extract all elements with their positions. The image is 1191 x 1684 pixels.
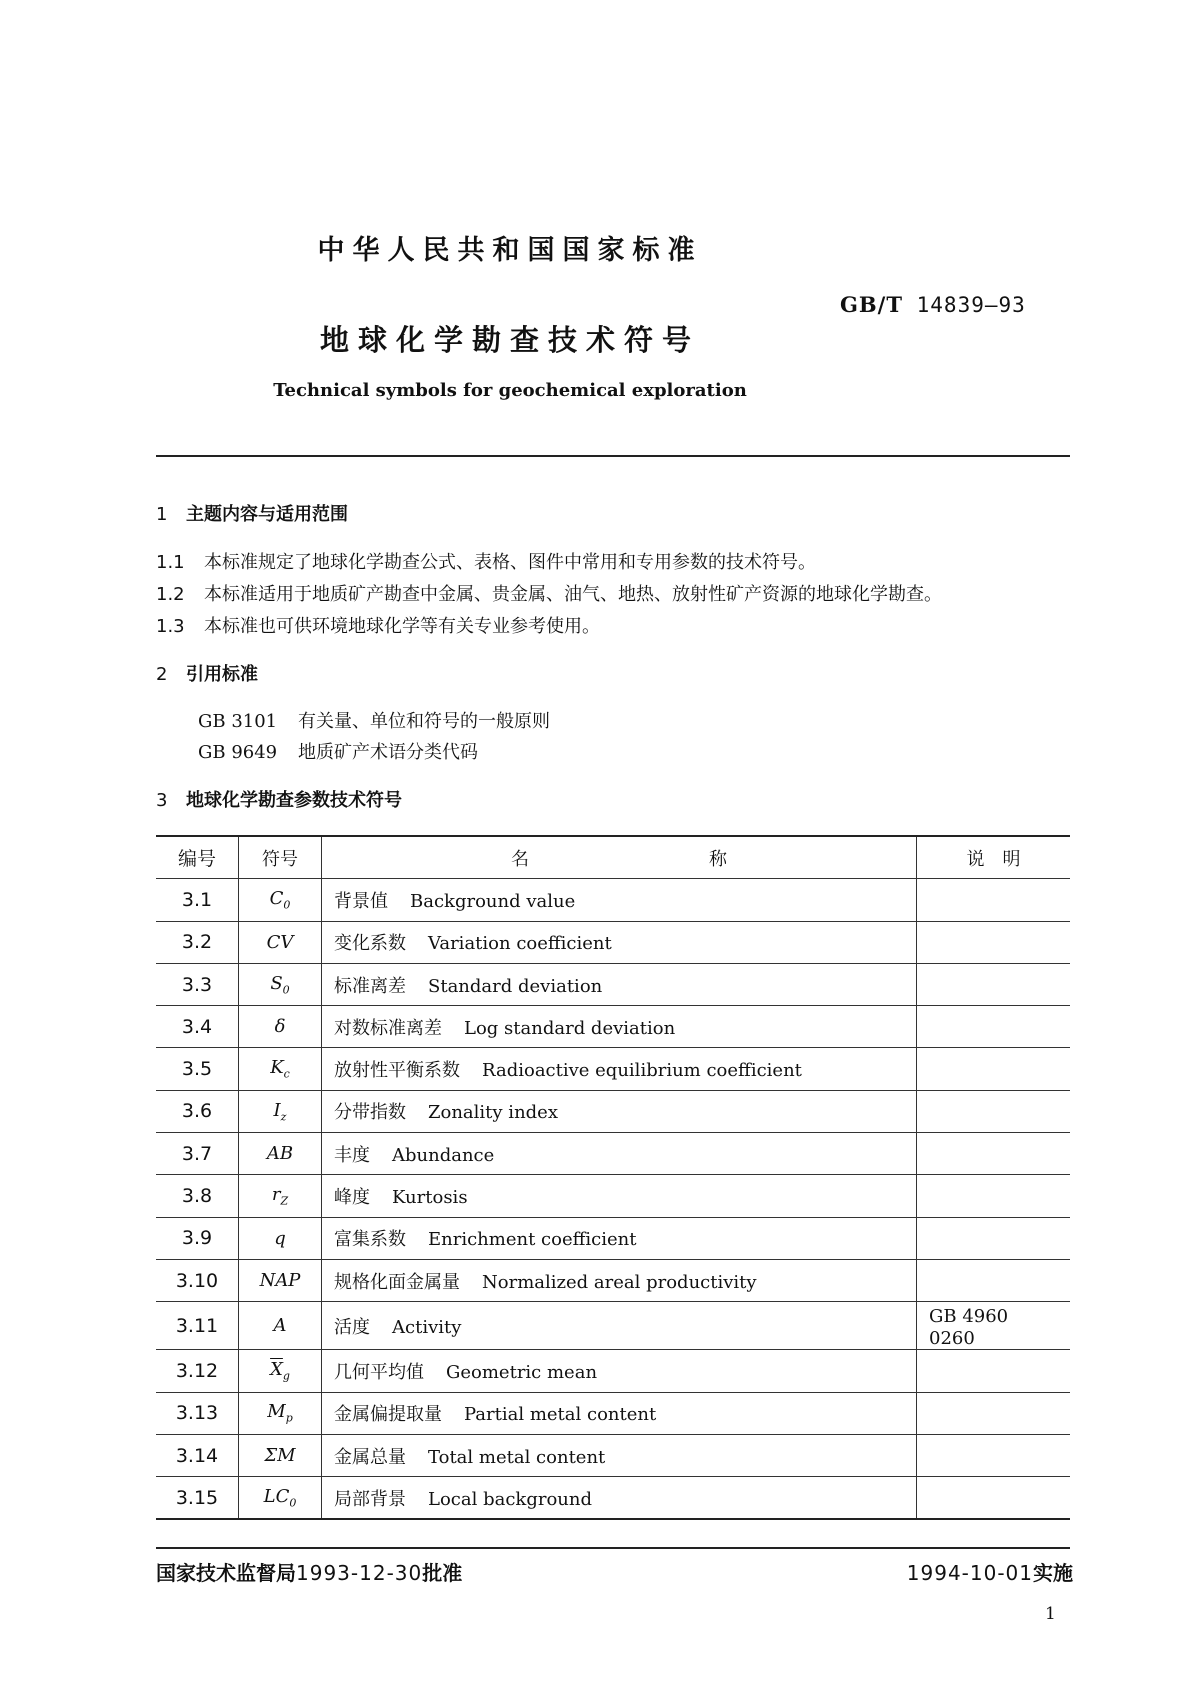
table-row xyxy=(156,1350,1070,1392)
row-number: 3.5 xyxy=(156,1048,239,1090)
row-name xyxy=(322,1392,917,1434)
table-row xyxy=(156,1434,1070,1476)
section-title: 主题内容与适用范围 xyxy=(186,504,348,525)
paragraph-1-3 xyxy=(156,612,600,638)
reference-code: GB 3101 xyxy=(198,711,278,732)
header-note: 说 明 xyxy=(917,836,1071,879)
symbol-subscript: Z xyxy=(280,1194,289,1208)
row-note xyxy=(917,1048,1071,1090)
row-note xyxy=(917,1006,1071,1048)
name-cn: 规格化面金属量 xyxy=(334,1271,460,1293)
row-symbol xyxy=(239,1133,322,1175)
row-number: 3.2 xyxy=(156,921,239,963)
table-header-row xyxy=(156,836,1070,879)
table-row xyxy=(156,1477,1070,1520)
symbol-main: r xyxy=(271,1184,281,1206)
name-en: Partial metal content xyxy=(464,1404,657,1426)
section-number: 1 xyxy=(156,504,168,525)
name-cn: 丰度 xyxy=(334,1144,370,1166)
row-name xyxy=(322,1133,917,1175)
symbol-main: A xyxy=(273,1315,287,1337)
standard-number-value: 14839—93 xyxy=(916,293,1026,317)
name-en: Kurtosis xyxy=(392,1187,468,1209)
symbol-main: C xyxy=(269,888,284,910)
name-cn: 活度 xyxy=(334,1316,370,1338)
approval-word: 批准 xyxy=(422,1561,463,1585)
row-note xyxy=(917,1392,1071,1434)
standard-number xyxy=(840,292,1026,317)
implementation-word: 实施 xyxy=(1033,1561,1073,1585)
row-name xyxy=(322,1048,917,1090)
symbol-subscript: p xyxy=(285,1412,293,1425)
symbol-main: LC xyxy=(263,1486,290,1507)
paragraph-text: 本标准适用于地质矿产勘查中金属、贵金属、油气、地热、放射性矿产资源的地球化学勘查。 xyxy=(204,584,942,605)
symbol-main: AB xyxy=(266,1143,294,1165)
table-body xyxy=(156,879,1070,1520)
header-symbol: 符号 xyxy=(239,836,322,879)
paragraph-number: 1.2 xyxy=(156,584,185,605)
header-name xyxy=(322,836,917,879)
row-name xyxy=(322,1090,917,1132)
section-3-heading xyxy=(156,786,402,812)
table-row xyxy=(156,921,1070,963)
symbol-main: I xyxy=(273,1099,281,1121)
symbol-main: NAP xyxy=(259,1270,301,1292)
row-name xyxy=(322,963,917,1005)
symbol-main: M xyxy=(267,1401,286,1423)
paragraph-1-2 xyxy=(156,580,942,606)
name-en: Local background xyxy=(428,1488,592,1510)
row-symbol xyxy=(239,921,322,963)
symbol-main: S xyxy=(270,972,283,994)
row-name xyxy=(322,1302,917,1350)
row-note xyxy=(917,921,1071,963)
symbols-table xyxy=(156,835,1070,1520)
implementation-line xyxy=(907,1557,1073,1586)
implementation-date: 1994-10-01 xyxy=(906,1561,1033,1585)
table-row xyxy=(156,1133,1070,1175)
paragraph-number: 1.3 xyxy=(156,616,185,637)
row-note xyxy=(917,879,1071,921)
row-name xyxy=(322,1434,917,1476)
symbol-main: q xyxy=(274,1227,286,1249)
table-row xyxy=(156,1259,1070,1301)
reference-code: GB 9649 xyxy=(198,742,278,763)
row-note xyxy=(917,1350,1071,1392)
row-number: 3.11 xyxy=(156,1302,239,1350)
name-en: Total metal content xyxy=(428,1446,606,1468)
footer-divider xyxy=(156,1547,1070,1549)
name-cn: 金属偏提取量 xyxy=(334,1404,442,1426)
standard-code: GB/T xyxy=(840,292,903,317)
symbol-main: ΣM xyxy=(264,1445,296,1466)
row-number: 3.4 xyxy=(156,1006,239,1048)
row-note xyxy=(917,1217,1071,1259)
table-row xyxy=(156,1392,1070,1434)
table-row xyxy=(156,1048,1070,1090)
row-note xyxy=(917,1090,1071,1132)
table-row xyxy=(156,1302,1070,1350)
national-standard-heading: 中华人民共和国国家标准 xyxy=(317,235,703,266)
name-cn: 峰度 xyxy=(334,1187,370,1209)
row-symbol xyxy=(239,963,322,1005)
reference-gb3101 xyxy=(198,707,572,733)
symbol-subscript: 0 xyxy=(282,983,290,997)
name-en: Abundance xyxy=(392,1144,495,1166)
name-cn: 对数标准离差 xyxy=(334,1017,442,1039)
row-symbol xyxy=(239,1350,322,1392)
symbol-subscript: c xyxy=(283,1067,290,1081)
section-title: 地球化学勘查参数技术符号 xyxy=(186,790,402,811)
row-symbol xyxy=(239,1006,322,1048)
symbol-main: δ xyxy=(274,1016,286,1038)
section-number: 3 xyxy=(156,790,168,811)
name-en: Geometric mean xyxy=(446,1361,598,1383)
row-name xyxy=(322,1006,917,1048)
symbol-main: $\overline{X}$ xyxy=(270,1359,283,1381)
row-symbol xyxy=(239,1217,322,1259)
reference-title: 地质矿产术语分类代码 xyxy=(298,742,478,763)
name-cn: 分带指数 xyxy=(334,1102,406,1124)
section-1-heading xyxy=(156,500,348,526)
row-symbol xyxy=(239,1392,322,1434)
section-2-heading xyxy=(156,660,258,686)
name-en: Background value xyxy=(410,890,576,912)
section-title: 引用标准 xyxy=(186,664,258,685)
row-name xyxy=(322,1175,917,1217)
table-row xyxy=(156,1090,1070,1132)
name-cn: 放射性平衡系数 xyxy=(334,1060,460,1082)
section-number: 2 xyxy=(156,664,168,685)
paragraph-number: 1.1 xyxy=(156,552,185,573)
row-number: 3.14 xyxy=(156,1434,239,1476)
name-en: Enrichment coefficient xyxy=(428,1229,637,1251)
row-name xyxy=(322,1477,917,1520)
row-number: 3.8 xyxy=(156,1175,239,1217)
symbol-main: CV xyxy=(266,931,294,953)
paragraph-1-1 xyxy=(156,548,816,574)
name-en: Standard deviation xyxy=(428,975,603,997)
name-en: Radioactive equilibrium coefficient xyxy=(482,1060,802,1082)
paragraph-text: 本标准也可供环境地球化学等有关专业参考使用。 xyxy=(204,616,600,637)
symbol-subscript: z xyxy=(280,1110,287,1124)
name-cn: 变化系数 xyxy=(334,933,406,955)
name-cn: 几何平均值 xyxy=(334,1361,424,1383)
name-en: Variation coefficient xyxy=(428,933,612,955)
approval-org: 国家技术监督局 xyxy=(156,1561,296,1585)
symbol-subscript: g xyxy=(282,1369,290,1383)
row-name xyxy=(322,921,917,963)
row-symbol xyxy=(239,1048,322,1090)
row-number: 3.1 xyxy=(156,879,239,921)
row-number: 3.13 xyxy=(156,1392,239,1434)
name-cn: 富集系数 xyxy=(334,1229,406,1251)
row-note xyxy=(917,963,1071,1005)
header-name-b: 称 xyxy=(709,848,727,870)
header-divider xyxy=(156,455,1070,457)
approval-date: 1993-12-30 xyxy=(296,1561,423,1585)
row-note xyxy=(917,1259,1071,1301)
name-en: Activity xyxy=(392,1316,462,1338)
table-row xyxy=(156,1175,1070,1217)
row-name xyxy=(322,1217,917,1259)
row-symbol xyxy=(239,879,322,921)
row-symbol xyxy=(239,1175,322,1217)
row-note xyxy=(917,1477,1071,1520)
row-symbol xyxy=(239,1434,322,1476)
name-cn: 局部背景 xyxy=(334,1488,406,1510)
row-note xyxy=(917,1434,1071,1476)
table-row xyxy=(156,879,1070,921)
row-symbol xyxy=(239,1477,322,1520)
row-number: 3.7 xyxy=(156,1133,239,1175)
table-row xyxy=(156,1006,1070,1048)
reference-gb9649 xyxy=(198,738,500,764)
row-name xyxy=(322,1259,917,1301)
row-name xyxy=(322,879,917,921)
document-title-cn: 地球化学勘查技术符号 xyxy=(319,323,700,357)
row-symbol xyxy=(239,1259,322,1301)
row-number: 3.10 xyxy=(156,1259,239,1301)
name-en: Normalized areal productivity xyxy=(482,1271,757,1293)
reference-title: 有关量、单位和符号的一般原则 xyxy=(298,711,550,732)
row-number: 3.3 xyxy=(156,963,239,1005)
symbol-subscript: 0 xyxy=(289,1496,297,1510)
name-cn: 金属总量 xyxy=(334,1446,406,1468)
header-name-a: 名 xyxy=(511,848,529,870)
row-number: 3.12 xyxy=(156,1350,239,1392)
row-symbol xyxy=(239,1090,322,1132)
name-cn: 标准离差 xyxy=(334,975,406,997)
table-row xyxy=(156,963,1070,1005)
table-row xyxy=(156,1217,1070,1259)
row-note xyxy=(917,1175,1071,1217)
row-number: 3.15 xyxy=(156,1477,239,1520)
row-number: 3.9 xyxy=(156,1217,239,1259)
symbol-subscript: 0 xyxy=(283,898,291,912)
header-number: 编号 xyxy=(156,836,239,879)
name-en: Log standard deviation xyxy=(464,1017,676,1039)
row-symbol xyxy=(239,1302,322,1350)
paragraph-text: 本标准规定了地球化学勘查公式、表格、图件中常用和专用参数的技术符号。 xyxy=(204,552,816,573)
page-number: 1 xyxy=(1045,1604,1056,1624)
document-title-en: Technical symbols for geochemical exploration xyxy=(273,380,747,401)
row-note xyxy=(917,1133,1071,1175)
approval-line xyxy=(156,1557,462,1586)
name-cn: 背景值 xyxy=(334,890,388,912)
symbol-main: K xyxy=(270,1057,284,1079)
row-number: 3.6 xyxy=(156,1090,239,1132)
row-note: GB 4960 0260 xyxy=(917,1302,1071,1350)
row-name xyxy=(322,1350,917,1392)
name-en: Zonality index xyxy=(428,1102,558,1124)
